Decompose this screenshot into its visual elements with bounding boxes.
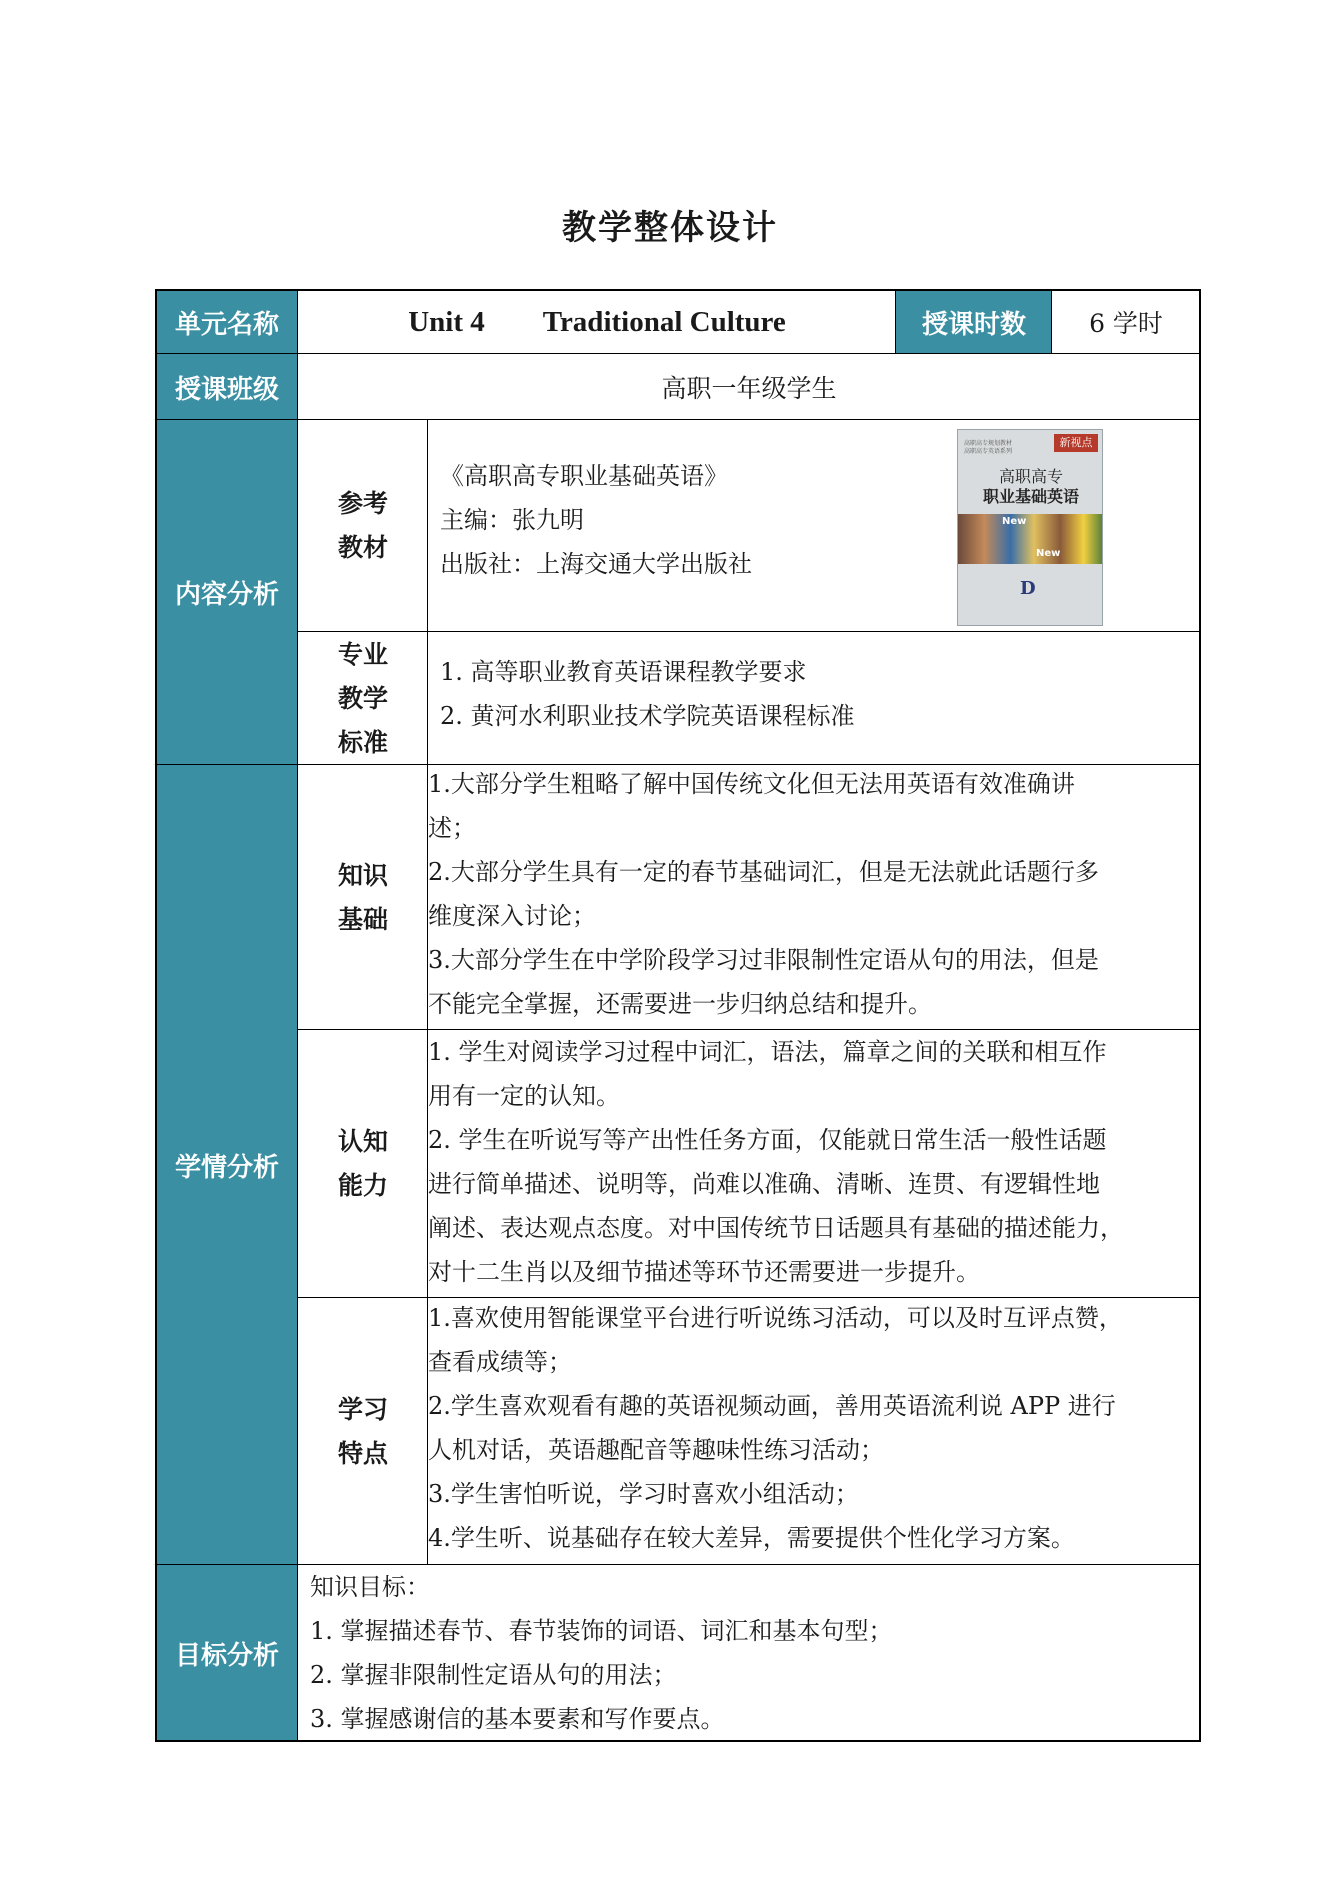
textbook-publisher: 出版社：上海交通大学出版社	[440, 550, 752, 578]
knowledge-basis-label: 知识 基础	[337, 860, 388, 934]
hours-label: 授课时数	[896, 290, 1052, 354]
cover-new-tag: New	[1036, 548, 1061, 559]
standard-item: 1. 高等职业教育英语课程教学要求	[440, 658, 807, 686]
class-value: 高职一年级学生	[661, 374, 837, 403]
cover-new-tag: New	[1002, 516, 1027, 527]
cover-title-line1: 高职高专	[998, 467, 1063, 486]
page-title: 教学整体设计	[562, 208, 778, 248]
textbook-editor: 主编：张九明	[440, 506, 584, 534]
unit-name-label: 单元名称	[156, 290, 298, 354]
goal-analysis-label: 目标分析	[156, 1565, 298, 1741]
cover-title-line2: 职业基础英语	[982, 487, 1079, 506]
textbook-title: 《高职高专职业基础英语》	[440, 462, 728, 490]
textbook-info	[440, 454, 940, 594]
standards-list	[440, 650, 1180, 750]
cover-badge: 新视点	[1054, 434, 1098, 452]
unit-name: Traditional Culture	[542, 305, 786, 338]
hours-value: 6 学时	[1089, 309, 1163, 338]
textbook-cover-image	[957, 429, 1103, 626]
cover-series-text: 高职高专规划教材 高职高专英语系列	[964, 440, 1013, 455]
content-analysis-label: 内容分析	[156, 420, 298, 765]
standards-label: 专业 教学 标准	[337, 639, 388, 757]
standard-item: 2. 黄河水利职业技术学院英语课程标准	[440, 702, 855, 730]
learning-traits-text: 1.喜欢使用智能课堂平台进行听说练习活动，可以及时互评点赞， 查看成绩等； 2.学生喜欢观看有趣的英语视频动画，善用英语流利说 APP 进行 人机对话，英语趣配音等趣味性练习活动； 3.学生害怕听说，学习时喜欢小组活动； 4.学生听、说基础存在较大差异，需要提供个性化学习方案。	[428, 1304, 1123, 1552]
goal-analysis-text: 知识目标： 1. 掌握描述春节、春节装饰的词语、词汇和基本句型； 2. 掌握非限制性定语从句的用法； 3. 掌握感谢信的基本要素和写作要点。	[310, 1573, 893, 1733]
class-label: 授课班级	[156, 354, 298, 420]
learner-analysis-label: 学情分析	[156, 765, 298, 1565]
unit-number: Unit 4	[408, 305, 485, 338]
cover-photo-strip	[958, 514, 1103, 564]
cognitive-ability-text: 1. 学生对阅读学习过程中词汇，语法，篇章之间的关联和相互作 用有一定的认知。 2. 学生在听说写等产出性任务方面，仅能就日常生活一般性话题 进行简单描述、说明等，尚难以准确、清晰、连贯、有逻辑性地 阐述、表达观点态度。对中国传统节日话题具有基础的描述能力， 对十二生肖以及细节描述等环节还需要进一步提升。	[428, 1038, 1124, 1286]
knowledge-basis-text: 1.大部分学生粗略了解中国传统文化但无法用英语有效准确讲 述； 2.大部分学生具有一定的春节基础词汇，但是无法就此话题行多 维度深入讨论； 3.大部分学生在中学阶段学习过非限制性定语从句的用法，但是 不能完全掌握，还需要进一步归纳总结和提升。	[428, 770, 1099, 1018]
cover-publisher-logo: D	[1020, 578, 1036, 599]
textbook-label: 参考 教材	[337, 489, 388, 562]
learning-traits-label: 学习 特点	[337, 1394, 388, 1468]
cognitive-ability-label: 认知 能力	[337, 1127, 388, 1200]
unit-title	[298, 290, 896, 354]
